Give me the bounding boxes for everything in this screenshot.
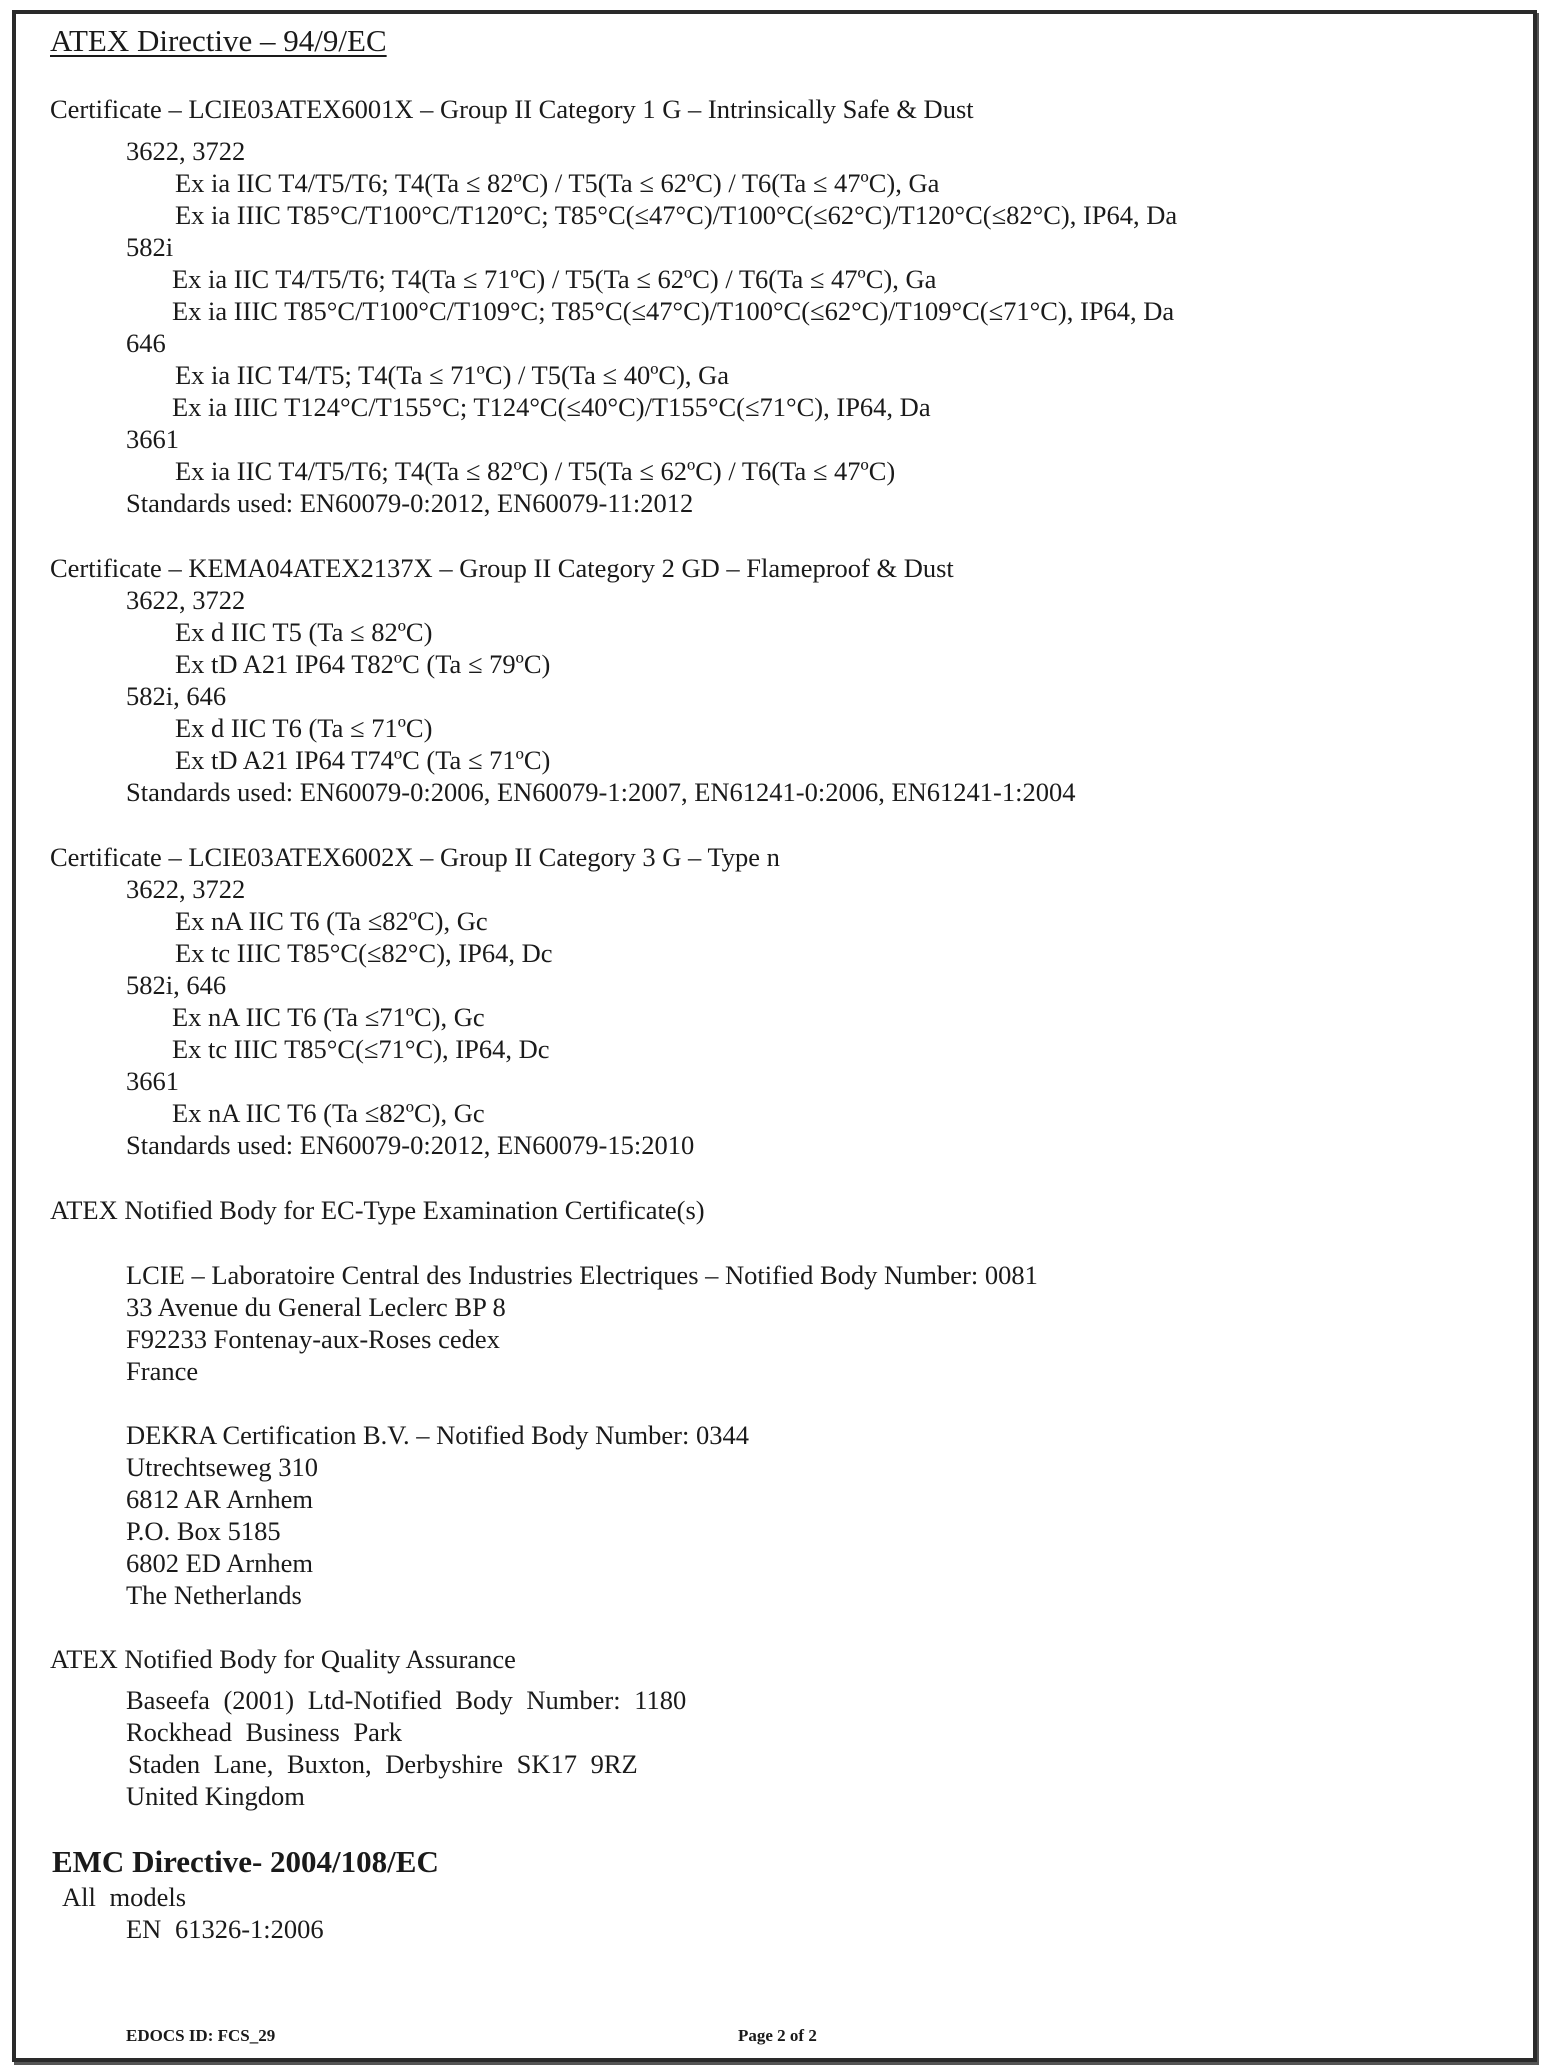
certificate-2-heading: Certificate – KEMA04ATEX2137X – Group II Category 2 GD – Flameproof & Dust (50, 553, 954, 583)
cert-2-marking-line: Ex tD A21 IP64 T82ºC (Ta ≤ 79ºC) (175, 649, 551, 679)
cert-3-marking-line: Ex nA IIC T6 (Ta ≤82ºC), Gc (172, 1098, 485, 1128)
cert-1-marking-line: Ex ia IIC T4/T5/T6; T4(Ta ≤ 82ºC) / T5(Ta ≤ 62ºC) / T6(Ta ≤ 47ºC) (175, 456, 896, 486)
atex-title: ATEX Directive – 94/9/EC (50, 23, 387, 58)
certificate-3-heading: Certificate – LCIE03ATEX6002X – Group II Category 3 G – Type n (50, 842, 780, 872)
cert-1-marking-line: Ex ia IIIC T85°C/T100°C/T120°C; T85°C(≤47°C)/T100°C(≤62°C)/T120°C(≤82°C), IP64, Da (175, 200, 1178, 230)
cert-1-model-646: 646 (126, 328, 166, 358)
emc-standard: EN 61326-1:2006 (126, 1914, 324, 1944)
cert-1-marking-line: Ex ia IIC T4/T5/T6; T4(Ta ≤ 82ºC) / T5(Ta ≤ 62ºC) / T6(Ta ≤ 47ºC), Ga (175, 168, 940, 198)
cert-2-marking-line: Ex d IIC T5 (Ta ≤ 82ºC) (175, 617, 433, 647)
cert-1-marking-line: Ex ia IIC T4/T5/T6; T4(Ta ≤ 71ºC) / T5(Ta ≤ 62ºC) / T6(Ta ≤ 47ºC), Ga (172, 264, 937, 294)
cert-1-model-3622-3722: 3622, 3722 (126, 136, 246, 166)
dekra-address-line: 6812 AR Arnhem (126, 1484, 313, 1514)
page-number: Page 2 of 2 (738, 2026, 817, 2045)
emc-scope: All models (62, 1882, 187, 1912)
lcie-address-line: 33 Avenue du General Leclerc BP 8 (126, 1292, 506, 1322)
cert-3-model-582i-646: 582i, 646 (126, 970, 227, 1000)
baseefa-address-line: Baseefa (2001) Ltd-Notified Body Number: 1180 (126, 1685, 687, 1715)
dekra-address-line: The Netherlands (126, 1580, 302, 1610)
emc-title: EMC Directive- 2004/108/EC (52, 1844, 439, 1879)
cert-2-standards: Standards used: EN60079-0:2006, EN60079-1:2007, EN61241-0:2006, EN61241-1:2004 (126, 777, 1076, 807)
cert-1-marking-line: Ex ia IIIC T124°C/T155°C; T124°C(≤40°C)/T155°C(≤71°C), IP64, Da (172, 392, 931, 422)
cert-1-model-582i: 582i (126, 232, 174, 262)
lcie-address-line: LCIE – Laboratoire Central des Industries Electriques – Notified Body Number: 0081 (126, 1260, 1038, 1290)
certificate-1-heading: Certificate – LCIE03ATEX6001X – Group II Category 1 G – Intrinsically Safe & Dust (50, 94, 974, 124)
cert-3-model-3661: 3661 (126, 1066, 179, 1096)
cert-2-model-3622-3722: 3622, 3722 (126, 585, 246, 615)
dekra-address-line: DEKRA Certification B.V. – Notified Body Number: 0344 (126, 1420, 749, 1450)
doc-id: EDOCS ID: FCS_29 (126, 2026, 276, 2045)
baseefa-address-line: Staden Lane, Buxton, Derbyshire SK17 9RZ (128, 1749, 638, 1779)
cert-3-standards: Standards used: EN60079-0:2012, EN60079-15:2010 (126, 1130, 695, 1160)
cert-1-standards: Standards used: EN60079-0:2012, EN60079-11:2012 (126, 488, 694, 518)
dekra-address-line: 6802 ED Arnhem (126, 1548, 313, 1578)
cert-3-model-3622-3722: 3622, 3722 (126, 874, 246, 904)
lcie-address-line: France (126, 1356, 199, 1386)
notified-body-qa-heading: ATEX Notified Body for Quality Assurance (50, 1644, 516, 1674)
baseefa-address-line: United Kingdom (126, 1781, 305, 1811)
dekra-address-line: Utrechtseweg 310 (126, 1452, 319, 1482)
cert-3-marking-line: Ex tc IIIC T85°C(≤82°C), IP64, Dc (175, 938, 553, 968)
cert-3-marking-line: Ex nA IIC T6 (Ta ≤82ºC), Gc (175, 906, 488, 936)
dekra-address-line: P.O. Box 5185 (126, 1516, 281, 1546)
cert-1-model-3661: 3661 (126, 424, 179, 454)
lcie-address-line: F92233 Fontenay-aux-Roses cedex (126, 1324, 500, 1354)
cert-1-marking-line: Ex ia IIC T4/T5; T4(Ta ≤ 71ºC) / T5(Ta ≤ 40ºC), Ga (175, 360, 730, 390)
cert-2-marking-line: Ex tD A21 IP64 T74ºC (Ta ≤ 71ºC) (175, 745, 551, 775)
cert-2-marking-line: Ex d IIC T6 (Ta ≤ 71ºC) (175, 713, 433, 743)
cert-3-marking-line: Ex nA IIC T6 (Ta ≤71ºC), Gc (172, 1002, 485, 1032)
cert-3-marking-line: Ex tc IIIC T85°C(≤71°C), IP64, Dc (172, 1034, 550, 1064)
notified-body-ec-heading: ATEX Notified Body for EC-Type Examination Certificate(s) (50, 1195, 705, 1225)
cert-2-model-582i-646: 582i, 646 (126, 681, 227, 711)
cert-1-marking-line: Ex ia IIIC T85°C/T100°C/T109°C; T85°C(≤47°C)/T100°C(≤62°C)/T109°C(≤71°C), IP64, Da (172, 296, 1175, 326)
baseefa-address-line: Rockhead Business Park (126, 1717, 403, 1747)
